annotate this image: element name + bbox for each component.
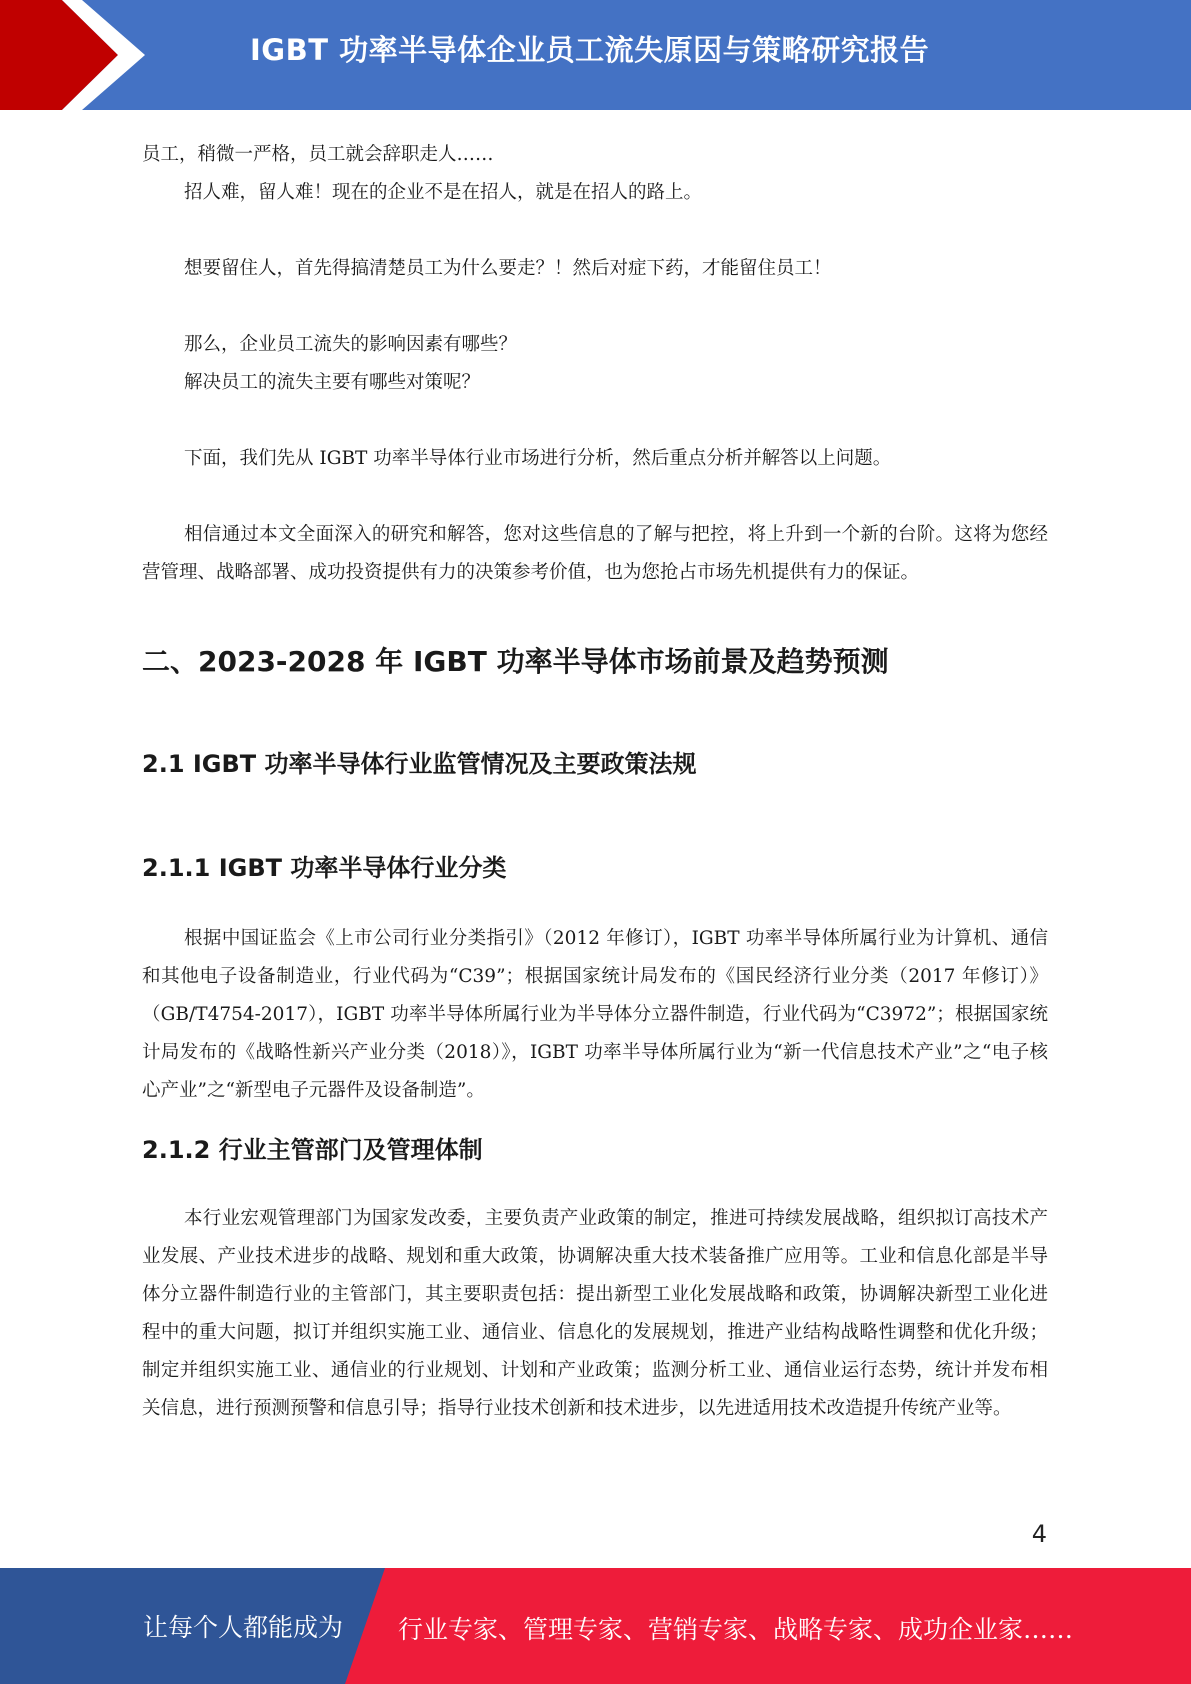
footer-tagline-roles: 行业专家、管理专家、营销专家、战略专家、成功企业家…… (398, 1615, 1074, 1644)
paragraph: 解决员工的流失主要有哪些对策呢？ (184, 372, 481, 393)
footer-tagline-lead: 让每个人都能成为 (143, 1613, 344, 1642)
paragraph: 招人难，留人难！现在的企业不是在招人，就是在招人的路上。 (184, 182, 703, 203)
subsection-heading: 2.1.1 IGBT 功率半导体行业分类 (142, 854, 507, 882)
paragraph: 那么，企业员工流失的影响因素有哪些？ (184, 334, 518, 355)
header-banner (0, 0, 1191, 110)
page-body (142, 136, 1048, 1428)
paragraph: 根据中国证监会《上市公司行业分类指引》（2012 年修订），IGBT 功率半导体所属行业为计算机、通信和其他电子设备制造业，行业代码为“C39”；根据国家统计局发布的《国民经济行业分类（2017 年修订）》（GB/T4754-2017），IGBT 功率半导体所属行业为半导体分立器件制造，行业代码为“C3972”；根据国家统计局发布的《战略性新兴产业分类（2018）》，IGBT 功率半导体所属行业为“新一代信息技术产业”之“电子核心产业”之“新型电子元器件及设备制造”。 (142, 928, 1048, 1101)
report-title: IGBT 功率半导体企业员工流失原因与策略研究报告 (250, 33, 930, 67)
page-number: 4 (1031, 1520, 1047, 1548)
paragraph: 本行业宏观管理部门为国家发改委，主要负责产业政策的制定，推进可持续发展战略，组织拟订高技术产业发展、产业技术进步的战略、规划和重大政策，协调解决重大技术装备推广应用等。工业和信息化部是半导体分立器件制造行业的主管部门，其主要职责包括：提出新型工业化发展战略和政策，协调解决新型工业化进程中的重大问题，拟订并组织实施工业、通信业、信息化的发展规划，推进产业结构战略性调整和优化升级；制定并组织实施工业、通信业的行业规划、计划和产业政策；监测分析工业、通信业运行态势，统计并发布相关信息，进行预测预警和信息引导；指导行业技术创新和技术进步，以先进适用技术改造提升传统产业等。 (142, 1208, 1048, 1419)
section-heading: 二、2023-2028 年 IGBT 功率半导体市场前景及趋势预测 (142, 645, 889, 678)
paragraph: 下面，我们先从 IGBT 功率半导体行业市场进行分析，然后重点分析并解答以上问题。 (184, 448, 892, 469)
footer-banner (0, 1568, 1191, 1684)
subsection-heading: 2.1 IGBT 功率半导体行业监管情况及主要政策法规 (142, 750, 697, 778)
paragraph: 相信通过本文全面深入的研究和解答，您对这些信息的了解与把控，将上升到一个新的台阶。这将为您经营管理、战略部署、成功投资提供有力的决策参考价值，也为您抢占市场先机提供有力的保证。 (142, 524, 1048, 583)
paragraph: 想要留住人，首先得搞清楚员工为什么要走？！然后对症下药，才能留住员工！ (184, 258, 832, 279)
header-arrow-decoration (0, 0, 160, 110)
paragraph: 员工，稍微一严格，员工就会辞职走人…… (142, 144, 494, 165)
subsection-heading: 2.1.2 行业主管部门及管理体制 (142, 1136, 483, 1164)
